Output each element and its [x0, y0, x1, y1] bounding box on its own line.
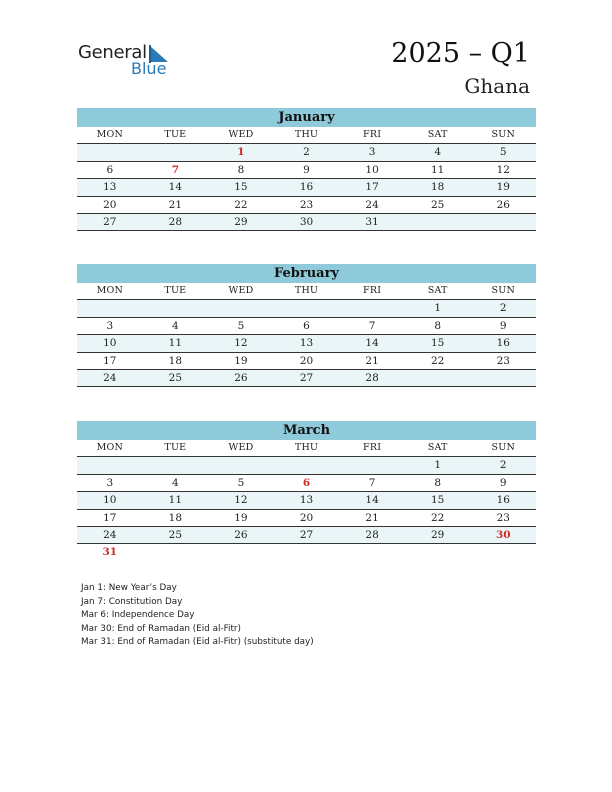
date-cell	[274, 300, 340, 316]
date-cell	[77, 300, 143, 316]
date-cell	[274, 457, 340, 473]
week-row	[77, 214, 536, 231]
page-title: 2025 – Q1	[391, 38, 530, 69]
date-cell: 22	[430, 354, 445, 367]
date-cell: 24	[103, 371, 117, 384]
date-cell: 7	[368, 319, 376, 332]
date-cell: 27	[299, 371, 314, 384]
logo-blue-text: Blue	[131, 59, 167, 78]
date-cell: 3	[106, 319, 114, 332]
date-cell: 29	[234, 215, 248, 228]
month-february	[77, 264, 536, 387]
date-cell: 16	[299, 181, 314, 194]
date-cell: 10	[103, 337, 117, 350]
date-cell: 27	[299, 528, 314, 541]
date-cell: 17	[365, 181, 379, 194]
date-cell	[143, 144, 209, 160]
country-name: Ghana	[464, 74, 530, 98]
date-cell: 3	[106, 476, 114, 489]
date-cell: 15	[430, 494, 445, 507]
date-cell	[208, 544, 274, 561]
date-cell: 28	[365, 371, 379, 384]
date-cell: 29	[430, 528, 445, 541]
weekday-label: SUN	[491, 285, 515, 296]
weekday-label: TUE	[164, 129, 187, 140]
date-cell: 26	[234, 528, 248, 541]
date-cell: 2	[499, 459, 507, 472]
date-cell: 6	[303, 319, 310, 332]
weekday-label: SUN	[491, 129, 515, 140]
week-row	[77, 300, 536, 317]
date-cell: 20	[299, 354, 314, 367]
date-cell: 16	[496, 337, 510, 350]
date-cell: 20	[103, 198, 117, 211]
date-cell: 17	[103, 511, 117, 524]
date-cell: 11	[168, 494, 183, 507]
weekday-label: SAT	[427, 442, 448, 453]
date-cell: 22	[234, 198, 248, 211]
date-cell	[339, 300, 405, 316]
date-cell: 5	[237, 319, 245, 332]
date-cell: 27	[103, 215, 117, 228]
date-cell: 28	[168, 215, 183, 228]
date-cell	[470, 214, 536, 230]
weekday-header-row	[77, 440, 536, 457]
date-cell: 25	[430, 198, 445, 211]
weekday-label: TUE	[164, 442, 187, 453]
date-cell: 5	[237, 476, 245, 489]
date-cell: 7	[368, 476, 376, 489]
date-cell: 14	[365, 494, 379, 507]
date-cell	[470, 544, 536, 561]
date-cell: 21	[168, 198, 183, 211]
week-row	[77, 475, 536, 492]
generalblue-logo	[78, 40, 178, 80]
date-cell: 8	[434, 319, 442, 332]
date-cell: 26	[496, 198, 510, 211]
holiday-note: Mar 6: Independence Day	[81, 610, 195, 621]
date-cell: 12	[234, 494, 248, 507]
date-cell	[274, 544, 340, 561]
date-cell: 16	[496, 494, 510, 507]
date-cell: 13	[299, 337, 314, 350]
week-row	[77, 544, 536, 561]
holiday-date-cell: 1	[237, 146, 245, 159]
weekday-header-row	[77, 127, 536, 144]
date-cell: 2	[499, 302, 507, 315]
weekday-label: SAT	[427, 129, 448, 140]
weekday-header-row	[77, 283, 536, 300]
weekday-label: SUN	[491, 442, 515, 453]
date-cell	[405, 214, 471, 230]
date-cell	[339, 544, 405, 561]
date-cell: 18	[168, 511, 183, 524]
date-cell: 28	[365, 528, 379, 541]
date-cell: 19	[234, 354, 248, 367]
date-cell: 22	[430, 511, 445, 524]
weekday-label: WED	[228, 442, 254, 453]
date-cell	[143, 544, 209, 561]
date-cell: 5	[499, 146, 507, 159]
date-cell: 26	[234, 371, 248, 384]
date-cell: 4	[172, 319, 179, 332]
month-march	[77, 421, 536, 562]
weekday-label: MON	[96, 129, 123, 140]
date-cell: 23	[496, 511, 510, 524]
logo-general-text: General	[78, 42, 147, 63]
date-cell: 12	[234, 337, 248, 350]
holiday-note: Mar 30: End of Ramadan (Eid al-Fitr)	[81, 623, 241, 634]
holiday-date-cell: 31	[102, 546, 118, 559]
date-cell: 21	[365, 354, 379, 367]
month-title: January	[77, 108, 536, 127]
date-cell: 10	[103, 494, 117, 507]
date-cell: 14	[168, 181, 183, 194]
date-cell: 31	[365, 215, 379, 228]
holiday-date-cell: 6	[302, 476, 311, 489]
week-row	[77, 492, 536, 509]
weekday-label: WED	[228, 285, 254, 296]
date-cell: 19	[234, 511, 248, 524]
date-cell	[470, 370, 536, 386]
date-cell	[339, 457, 405, 473]
date-cell: 18	[430, 181, 445, 194]
weekday-label: SAT	[427, 285, 448, 296]
date-cell	[405, 370, 471, 386]
date-cell: 2	[303, 146, 310, 159]
date-cell: 8	[237, 163, 245, 176]
date-cell: 8	[434, 476, 442, 489]
date-cell: 11	[430, 163, 445, 176]
date-cell: 30	[299, 215, 314, 228]
month-january	[77, 108, 536, 231]
date-cell	[77, 144, 143, 160]
week-row	[77, 162, 536, 179]
date-cell: 6	[106, 163, 114, 176]
date-cell: 15	[234, 181, 248, 194]
holiday-notes	[81, 582, 314, 650]
week-row	[77, 353, 536, 370]
holiday-date-cell: 7	[171, 163, 180, 176]
weekday-label: FRI	[363, 129, 382, 140]
week-row	[77, 335, 536, 352]
date-cell: 3	[368, 146, 376, 159]
week-row	[77, 197, 536, 214]
date-cell: 25	[168, 371, 183, 384]
date-cell: 14	[365, 337, 379, 350]
date-cell	[77, 457, 143, 473]
month-title: February	[77, 264, 536, 283]
date-cell: 15	[430, 337, 445, 350]
date-cell: 11	[168, 337, 183, 350]
date-cell: 19	[496, 181, 510, 194]
holiday-note: Jan 7: Constitution Day	[81, 596, 183, 607]
date-cell: 25	[168, 528, 183, 541]
date-cell: 23	[496, 354, 510, 367]
date-cell: 13	[103, 181, 117, 194]
date-cell: 17	[103, 354, 117, 367]
date-cell	[143, 457, 209, 473]
date-cell: 23	[299, 198, 314, 211]
date-cell: 24	[365, 198, 379, 211]
weekday-label: MON	[96, 285, 123, 296]
weekday-label: THU	[294, 442, 319, 453]
week-row	[77, 179, 536, 196]
week-row	[77, 527, 536, 544]
week-row	[77, 510, 536, 527]
date-cell: 21	[365, 511, 379, 524]
date-cell: 9	[499, 476, 507, 489]
weekday-label: FRI	[363, 285, 382, 296]
week-row	[77, 370, 536, 387]
weekday-label: WED	[228, 129, 254, 140]
date-cell	[208, 457, 274, 473]
date-cell: 12	[496, 163, 510, 176]
date-cell	[143, 300, 209, 316]
date-cell: 10	[365, 163, 379, 176]
date-cell	[405, 544, 471, 561]
date-cell	[208, 300, 274, 316]
week-row	[77, 318, 536, 335]
date-cell: 1	[434, 459, 442, 472]
weekday-label: FRI	[363, 442, 382, 453]
weekday-label: THU	[294, 129, 319, 140]
weekday-label: MON	[96, 442, 123, 453]
weekday-label: TUE	[164, 285, 187, 296]
holiday-date-cell: 30	[495, 528, 511, 541]
date-cell: 9	[303, 163, 310, 176]
date-cell: 18	[168, 354, 183, 367]
date-cell: 4	[172, 476, 179, 489]
weekday-label: THU	[294, 285, 319, 296]
date-cell: 9	[499, 319, 507, 332]
week-row	[77, 457, 536, 474]
date-cell: 13	[299, 494, 314, 507]
month-title: March	[77, 421, 536, 440]
holiday-note: Jan 1: New Year’s Day	[81, 583, 177, 593]
week-row	[77, 144, 536, 161]
date-cell: 20	[299, 511, 314, 524]
holiday-note: Mar 31: End of Ramadan (Eid al-Fitr) (substitute day)	[81, 637, 314, 648]
date-cell: 1	[434, 302, 442, 315]
date-cell: 24	[103, 528, 117, 541]
date-cell: 4	[434, 146, 442, 159]
